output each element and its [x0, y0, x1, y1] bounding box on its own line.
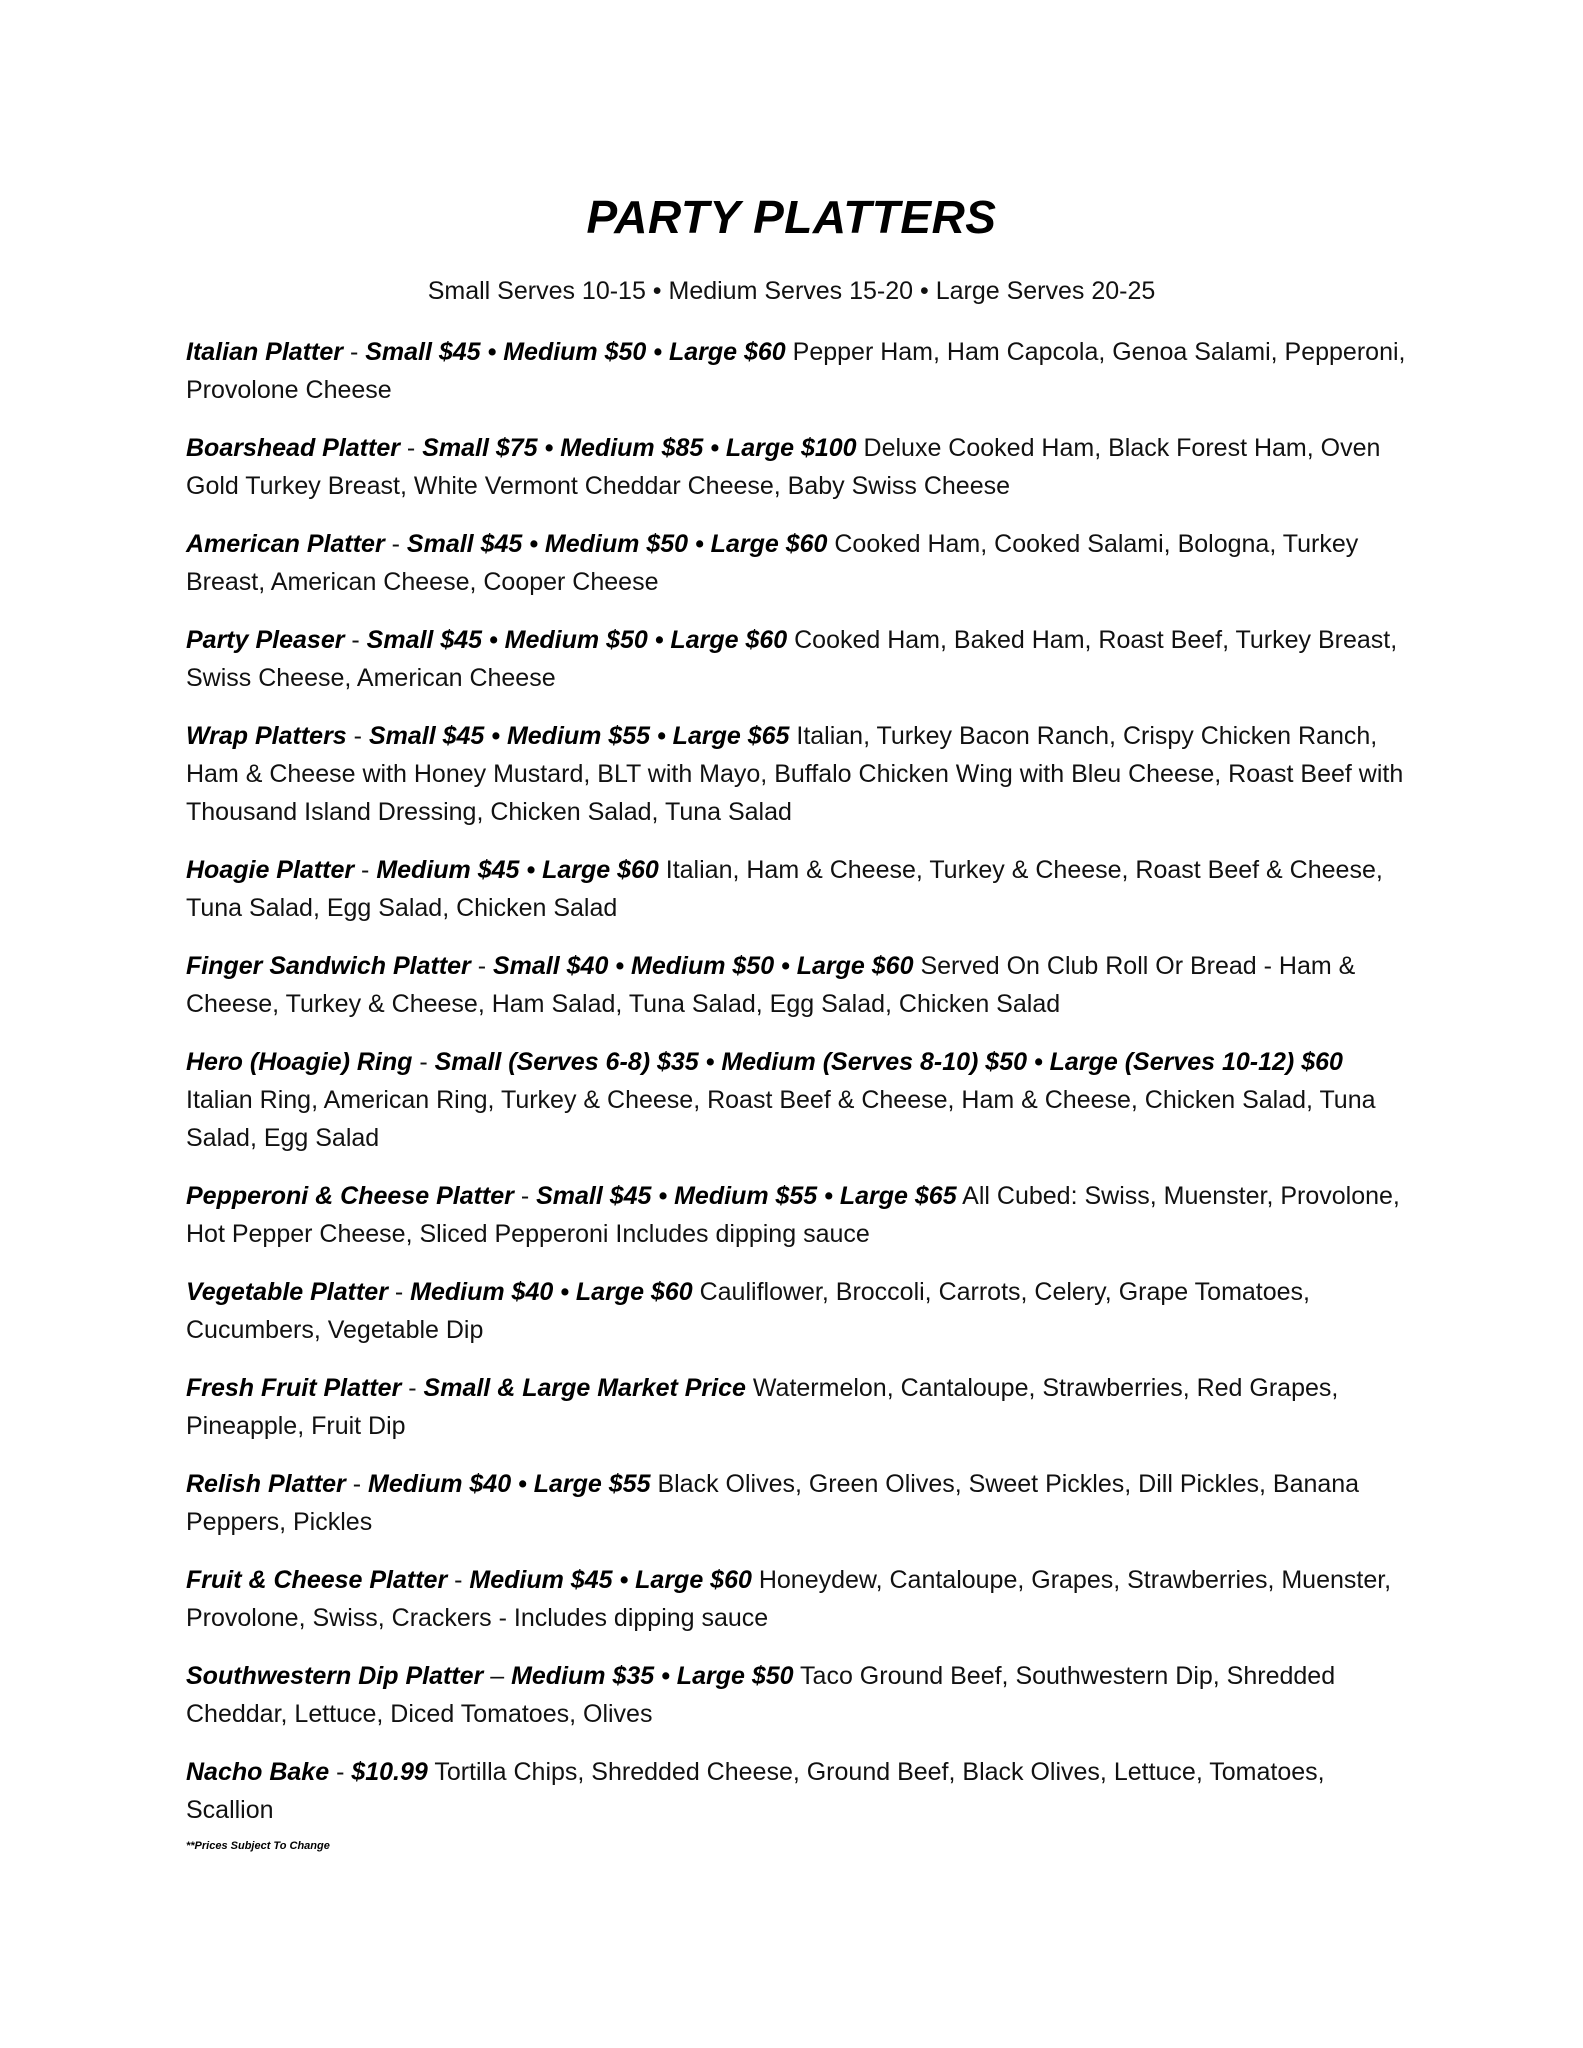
- menu-item: [186, 1465, 1406, 1541]
- item-name: Southwestern Dip Platter: [186, 1662, 484, 1690]
- item-name: Relish Platter: [186, 1470, 346, 1498]
- item-description: All Cubed: Swiss, Muenster, Provolone, Hot Pepper Cheese, Sliced Pepperoni Includes dipping sauce: [186, 1182, 1400, 1248]
- item-separator: –: [483, 1662, 512, 1690]
- menu-item: [186, 429, 1406, 505]
- menu-item: [186, 1561, 1406, 1637]
- item-prices: Medium $45 • Large $60: [469, 1566, 752, 1594]
- item-prices: Small $40 • Medium $50 • Large $60: [493, 952, 914, 980]
- item-description: Pepper Ham, Ham Capcola, Genoa Salami, Pepperoni, Provolone Cheese: [186, 338, 1406, 404]
- item-name: Italian Platter: [186, 338, 343, 366]
- item-separator: -: [346, 722, 369, 750]
- item-description: Italian Ring, American Ring, Turkey & Cheese, Roast Beef & Cheese, Ham & Cheese, Chicken Salad, Tuna Salad, Egg Salad: [186, 1086, 1376, 1152]
- menu-item: [186, 851, 1406, 927]
- serving-sizes-note: Small Serves 10-15 • Medium Serves 15-20 • Large Serves 20-25: [427, 277, 1156, 305]
- item-separator: -: [513, 1182, 537, 1210]
- item-name: Fruit & Cheese Platter: [186, 1566, 448, 1594]
- item-description: Taco Ground Beef, Southwestern Dip, Shredded Cheddar, Lettuce, Diced Tomatoes, Olives: [186, 1662, 1336, 1728]
- item-description: Honeydew, Cantaloupe, Grapes, Strawberries, Muenster, Provolone, Swiss, Crackers - Includes dipping sauce: [186, 1566, 1392, 1632]
- item-prices: Small $45 • Medium $55 • Large $65: [536, 1182, 957, 1210]
- item-separator: -: [387, 1278, 411, 1306]
- item-separator: -: [354, 856, 377, 884]
- item-name: Party Pleaser: [186, 626, 345, 654]
- item-name: Nacho Bake: [186, 1758, 330, 1786]
- item-prices: Medium $45 • Large $60: [376, 856, 659, 884]
- item-separator: -: [343, 338, 366, 366]
- menu-item: [186, 717, 1406, 831]
- item-description: Cauliflower, Broccoli, Carrots, Celery, Grape Tomatoes, Cucumbers, Vegetable Dip: [186, 1278, 1311, 1344]
- item-description: Italian, Turkey Bacon Ranch, Crispy Chicken Ranch, Ham & Cheese with Honey Mustard, BLT with Mayo, Buffalo Chicken Wing with Bleu Cheese, Roast Beef with Thousand Island Dressing, Chicken Salad, Tuna Salad: [186, 722, 1404, 826]
- item-prices: Small $45 • Medium $50 • Large $60: [366, 626, 788, 654]
- item-name: Hoagie Platter: [186, 856, 355, 884]
- item-name: Finger Sandwich Platter: [186, 952, 471, 980]
- item-separator: -: [447, 1566, 470, 1594]
- item-name: Pepperoni & Cheese Platter: [186, 1182, 514, 1210]
- item-separator: -: [401, 1374, 424, 1402]
- item-description: Cooked Ham, Cooked Salami, Bologna, Turkey Breast, American Cheese, Cooper Cheese: [186, 530, 1359, 596]
- item-prices: Small $45 • Medium $50 • Large $60: [406, 530, 828, 558]
- item-prices: Medium $40 • Large $55: [368, 1470, 651, 1498]
- item-prices: Medium $35 • Large $50: [511, 1662, 794, 1690]
- item-description: Italian, Ham & Cheese, Turkey & Cheese, Roast Beef & Cheese, Tuna Salad, Egg Salad, Chicken Salad: [186, 856, 1383, 922]
- item-separator: -: [344, 626, 367, 654]
- item-prices: $10.99: [351, 1758, 428, 1786]
- menu-item: [186, 333, 1406, 409]
- item-prices: Small (Serves 6-8) $35 • Medium (Serves 8-10) $50 • Large (Serves 10-12) $60: [434, 1048, 1343, 1076]
- item-name: Boarshead Platter: [186, 434, 400, 462]
- item-separator: -: [384, 530, 407, 558]
- item-name: Vegetable Platter: [186, 1278, 388, 1306]
- menu-item: [186, 1657, 1406, 1733]
- item-description: Deluxe Cooked Ham, Black Forest Ham, Oven Gold Turkey Breast, White Vermont Cheddar Cheese, Baby Swiss Cheese: [186, 434, 1381, 500]
- item-prices: Small $75 • Medium $85 • Large $100: [422, 434, 857, 462]
- menu-item: [186, 525, 1406, 601]
- item-description: Cooked Ham, Baked Ham, Roast Beef, Turkey Breast, Swiss Cheese, American Cheese: [186, 626, 1398, 692]
- item-prices: Medium $40 • Large $60: [410, 1278, 693, 1306]
- item-prices: Small $45 • Medium $50 • Large $60: [365, 338, 786, 366]
- item-name: American Platter: [186, 530, 385, 558]
- page-title: PARTY PLATTERS: [586, 191, 997, 243]
- item-separator: -: [329, 1758, 352, 1786]
- platter-list: [186, 333, 1406, 1849]
- item-description: Tortilla Chips, Shredded Cheese, Ground Beef, Black Olives, Lettuce, Tomatoes, Scallion: [186, 1758, 1325, 1824]
- menu-item: [186, 1753, 1406, 1829]
- item-separator: -: [470, 952, 493, 980]
- price-disclaimer: **Prices Subject To Change: [186, 1840, 330, 1852]
- item-separator: -: [412, 1048, 435, 1076]
- item-prices: Small $45 • Medium $55 • Large $65: [368, 722, 790, 750]
- menu-item: [186, 1043, 1406, 1157]
- item-name: Wrap Platters: [186, 722, 347, 750]
- menu-item: [186, 1273, 1406, 1349]
- item-description: Served On Club Roll Or Bread - Ham & Cheese, Turkey & Cheese, Ham Salad, Tuna Salad, Egg Salad, Chicken Salad: [186, 952, 1356, 1018]
- menu-item: [186, 1177, 1406, 1253]
- menu-item: [186, 947, 1406, 1023]
- menu-item: [186, 1369, 1406, 1445]
- item-name: Fresh Fruit Platter: [186, 1374, 402, 1402]
- item-name: Hero (Hoagie) Ring: [186, 1048, 413, 1076]
- item-description: Black Olives, Green Olives, Sweet Pickles, Dill Pickles, Banana Peppers, Pickles: [186, 1470, 1360, 1536]
- menu-item: [186, 621, 1406, 697]
- item-prices: Small & Large Market Price: [423, 1374, 746, 1402]
- item-separator: -: [345, 1470, 368, 1498]
- item-description: Watermelon, Cantaloupe, Strawberries, Red Grapes, Pineapple, Fruit Dip: [186, 1374, 1339, 1440]
- item-separator: -: [399, 434, 423, 462]
